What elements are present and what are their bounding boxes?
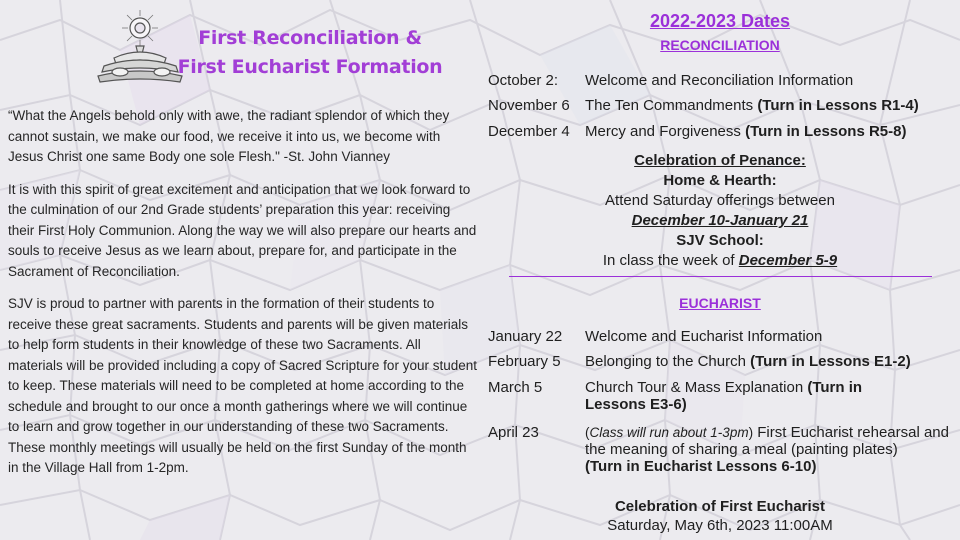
schedule-row bbox=[488, 328, 960, 345]
section-divider bbox=[509, 276, 932, 277]
schedule-description: The Ten Commandments (Turn in Lessons R1-4) bbox=[585, 97, 919, 114]
schedule-row bbox=[488, 424, 960, 475]
schedule-date: March 5 bbox=[488, 379, 543, 396]
schedule-date: February 5 bbox=[488, 353, 561, 370]
lesson-turn-in-note: (Turn in Lessons E3-6) bbox=[585, 379, 863, 413]
intro-paragraph: It is with this spirit of great excitement and anticipation that we look forward to the culmination of our 2nd Grade students’ preparation this year: receiving their First Holy Communion. Along the way we will also prepare our hearts and souls to receive Jesus as we learn about, prepare for, and participate in the Sacrament of Reconciliation. bbox=[8, 181, 477, 279]
school-dates: December 5-9 bbox=[738, 252, 838, 269]
schedule-date: December 4 bbox=[488, 123, 570, 140]
schedule-row bbox=[488, 72, 960, 89]
lesson-turn-in-note: (Turn in Lessons R1-4) bbox=[757, 97, 919, 114]
paren-open: ( bbox=[585, 425, 590, 440]
intro-column bbox=[8, 106, 478, 491]
schedule-row bbox=[488, 379, 960, 413]
schedule-row bbox=[488, 97, 960, 114]
schedule-row bbox=[488, 123, 960, 140]
schedule-description: Church Tour & Mass Explanation (Turn in Lessons E3-6) bbox=[585, 379, 863, 413]
home-hearth-label: Home & Hearth: bbox=[663, 172, 777, 189]
schedule-title: 2022-2023 Dates bbox=[649, 11, 791, 31]
home-hearth-text: Attend Saturday offerings between bbox=[605, 192, 835, 209]
lesson-turn-in-note: (Turn in Lessons E1-2) bbox=[750, 353, 911, 370]
class-time-note: Class will run about 1-3pm bbox=[589, 425, 749, 440]
schedule-description: Welcome and Reconciliation Information bbox=[585, 72, 854, 89]
eucharist-heading: EUCHARIST bbox=[679, 295, 761, 311]
schedule-description: Belonging to the Church (Turn in Lessons E1-2) bbox=[585, 353, 911, 370]
school-text: In class the week of bbox=[602, 252, 739, 269]
penance-heading: Celebration of Penance: bbox=[634, 152, 806, 169]
school-line bbox=[488, 252, 952, 270]
program-logo-title bbox=[176, 24, 444, 82]
vianney-quote: “What the Angels behold only with awe, the radiant splendor of which they cannot sustain, we make our food, we receive it into us, we become with Jesus Christ one same Body one sole Flesh." -St. John Vianney bbox=[8, 108, 450, 164]
lesson-turn-in-note: (Turn in Lessons R5-8) bbox=[745, 123, 907, 140]
logo-title-line-1: First Reconciliation & bbox=[198, 27, 422, 49]
schedule-description: Mercy and Forgiveness (Turn in Lessons R5-8) bbox=[585, 123, 907, 140]
home-hearth-dates: December 10-January 21 bbox=[631, 212, 809, 229]
schedule-description: Welcome and Eucharist Information bbox=[585, 328, 823, 345]
partnership-paragraph: SJV is proud to partner with parents in the formation of their students to receive these great sacraments. Students and parents will be given materials to help form students in their knowledge of these two Sacraments. All materials will be provided including a copy of Sacred Scripture for your student to keep. These materials will need to be completed at home according to the schedule and brought to our once a month gatherings where we will continue to learn and grow together in our understanding of these two Sacraments. These monthly meetings will usually be held on the first Sunday of the month in the Village Hall from 1-2pm. bbox=[8, 296, 477, 475]
penance-block bbox=[488, 152, 952, 270]
paren-close: ) bbox=[748, 425, 754, 440]
lesson-turn-in-note: (Turn in Eucharist Lessons 6-10) bbox=[585, 458, 817, 475]
first-eucharist-celebration bbox=[488, 498, 952, 535]
schedule-date: October 2: bbox=[488, 72, 559, 89]
schedule-date: November 6 bbox=[488, 97, 570, 114]
logo-title-line-2: First Eucharist Formation bbox=[177, 56, 443, 78]
schedule-date: April 23 bbox=[488, 424, 539, 441]
school-label: SJV School: bbox=[676, 232, 764, 249]
schedule-description: (Class will run about 1-3pm) First Eucharist rehearsal and the meaning of sharing a meal (painting plates) (Turn in Eucharist Lessons 6-10) bbox=[585, 424, 960, 475]
celebration-heading: Celebration of First Eucharist bbox=[614, 498, 826, 515]
schedule-date: January 22 bbox=[488, 328, 563, 345]
celebration-datetime: Saturday, May 6th, 2023 11:00AM bbox=[607, 517, 833, 534]
schedule-row bbox=[488, 353, 960, 370]
reconciliation-heading: RECONCILIATION bbox=[660, 37, 780, 53]
